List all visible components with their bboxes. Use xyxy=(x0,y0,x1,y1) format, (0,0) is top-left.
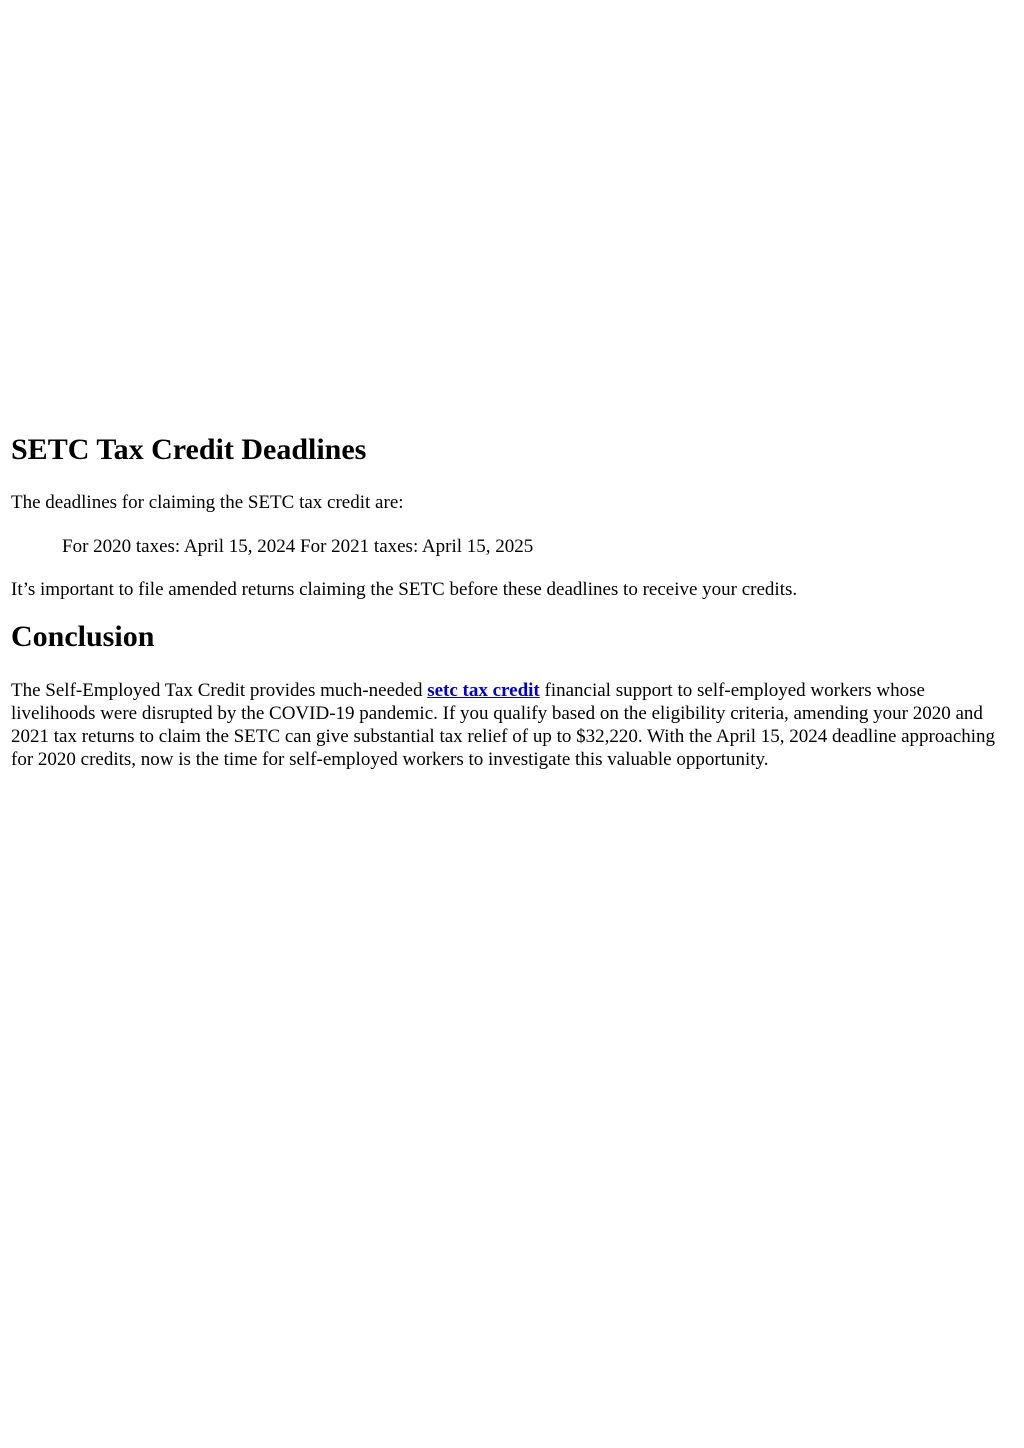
deadlines-note: It’s important to file amended returns claiming the SETC before these deadlines to receive your credits. xyxy=(11,579,798,600)
conclusion-text-end: financial support to self-employed workers whose livelihoods were disrupted by the COVID-19 pandemic. If you qualify based on the eligibility criteria, amending your 2020 and 2021 tax returns to claim the SETC can give substantial tax relief of up to $32,220. With the April 15, 2024 deadline approaching for 2020 credits, now is the time for self-employed workers to investigate this valuable opportunity. xyxy=(11,680,996,770)
conclusion-heading: Conclusion xyxy=(11,620,155,653)
document-content xyxy=(11,432,1011,771)
deadlines-list: For 2020 taxes: April 15, 2024 For 2021 taxes: April 15, 2025 xyxy=(62,536,534,557)
setc-tax-credit-link[interactable]: setc tax credit xyxy=(427,680,540,701)
conclusion-text-start: The Self-Employed Tax Credit provides much-needed xyxy=(11,680,428,701)
deadlines-heading: SETC Tax Credit Deadlines xyxy=(11,433,367,466)
conclusion-paragraph xyxy=(11,679,1011,771)
deadlines-intro: The deadlines for claiming the SETC tax credit are: xyxy=(11,492,404,513)
